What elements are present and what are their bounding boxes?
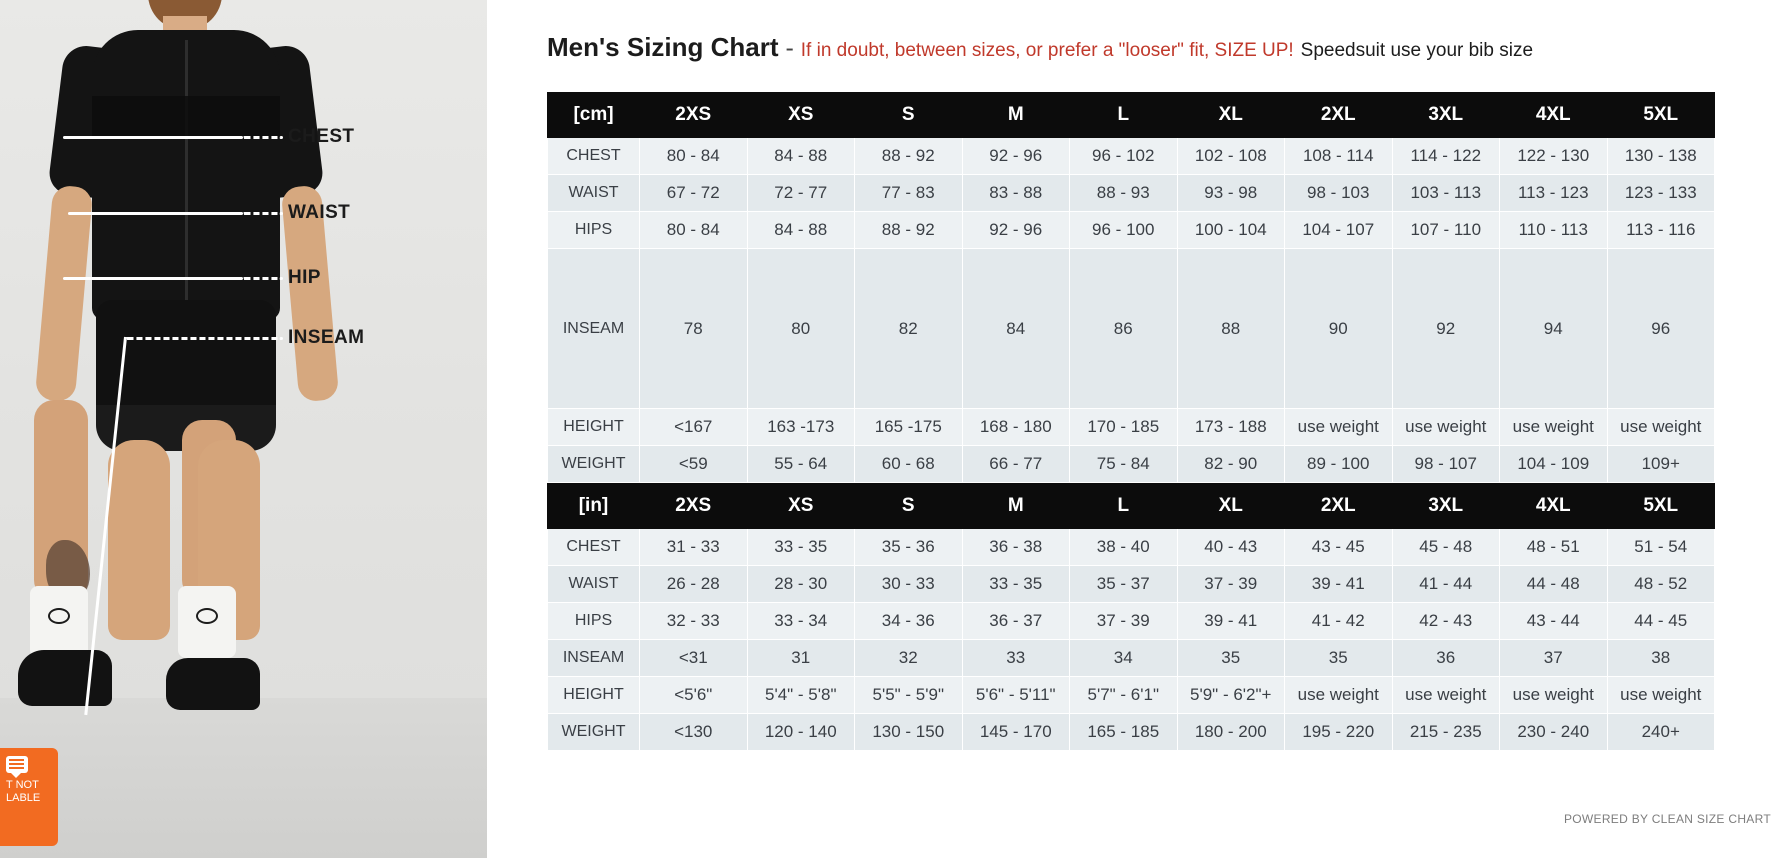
- cell: 43 - 44: [1500, 603, 1608, 640]
- cell: 84: [962, 249, 1070, 409]
- cell: 77 - 83: [855, 175, 963, 212]
- sizing-chart-panel: [487, 0, 1777, 858]
- shoe-right: [166, 658, 260, 710]
- cell: 88 - 92: [855, 138, 963, 175]
- row-label: WAIST: [548, 566, 640, 603]
- waist-label: WAIST: [288, 202, 351, 223]
- cell: 96 - 100: [1070, 212, 1178, 249]
- cell: 5'9" - 6'2"+: [1177, 677, 1285, 714]
- cell: 31: [747, 640, 855, 677]
- model-photo-panel: [0, 0, 487, 858]
- row-label: HEIGHT: [548, 677, 640, 714]
- size-up-warning: If in doubt, between sizes, or prefer a "looser" fit, SIZE UP!: [800, 40, 1294, 61]
- cell: 39 - 41: [1285, 566, 1393, 603]
- hip-label: HIP: [288, 267, 321, 288]
- cell: 83 - 88: [962, 175, 1070, 212]
- cell: use weight: [1285, 409, 1393, 446]
- size-header: 4XL: [1500, 484, 1608, 529]
- cell: 123 - 133: [1607, 175, 1715, 212]
- cell: 90: [1285, 249, 1393, 409]
- row-label: CHEST: [548, 138, 640, 175]
- cell: 55 - 64: [747, 446, 855, 483]
- table-row: [548, 212, 1715, 249]
- row-label: WEIGHT: [548, 714, 640, 751]
- cell: 122 - 130: [1500, 138, 1608, 175]
- cell: 40 - 43: [1177, 529, 1285, 566]
- size-header: 5XL: [1607, 484, 1715, 529]
- title-separator: -: [785, 34, 794, 62]
- jersey-chest-band: [92, 96, 280, 138]
- cyclist-model-illustration: [0, 0, 487, 858]
- row-label: HIPS: [548, 212, 640, 249]
- sock-logo-icon: [196, 608, 218, 624]
- cell: 104 - 107: [1285, 212, 1393, 249]
- size-header: 2XS: [640, 93, 748, 138]
- table-header-row-in: [548, 484, 1715, 529]
- cell: 80: [747, 249, 855, 409]
- cell: 34 - 36: [855, 603, 963, 640]
- cell: 130 - 138: [1607, 138, 1715, 175]
- cell: 86: [1070, 249, 1178, 409]
- cell: use weight: [1607, 677, 1715, 714]
- chest-dash-line: [243, 136, 283, 139]
- cell: 33 - 34: [747, 603, 855, 640]
- size-header: L: [1070, 484, 1178, 529]
- size-header: 2XS: [640, 484, 748, 529]
- size-header: 4XL: [1500, 93, 1608, 138]
- sizing-table-cm: [547, 92, 1715, 483]
- cell: use weight: [1607, 409, 1715, 446]
- cell: 92: [1392, 249, 1500, 409]
- cell: 67 - 72: [640, 175, 748, 212]
- cell: 165 - 185: [1070, 714, 1178, 751]
- watermark: POWERED BY CLEAN SIZE CHART: [1563, 812, 1771, 826]
- chest-measure-line: [63, 136, 243, 139]
- cell: 5'4" - 5'8": [747, 677, 855, 714]
- cell: 42 - 43: [1392, 603, 1500, 640]
- inseam-dash-line: [126, 337, 283, 340]
- size-header: L: [1070, 93, 1178, 138]
- cell: 33: [962, 640, 1070, 677]
- cell: 78: [640, 249, 748, 409]
- cell: 173 - 188: [1177, 409, 1285, 446]
- cell: 215 - 235: [1392, 714, 1500, 751]
- size-header: 3XL: [1392, 93, 1500, 138]
- cell: 94: [1500, 249, 1608, 409]
- cell: 92 - 96: [962, 212, 1070, 249]
- cell: 88 - 92: [855, 212, 963, 249]
- cell: 113 - 116: [1607, 212, 1715, 249]
- cell: 96 - 102: [1070, 138, 1178, 175]
- cell: 240+: [1607, 714, 1715, 751]
- cell: <31: [640, 640, 748, 677]
- model-arm-left: [35, 185, 94, 403]
- size-header: M: [962, 93, 1070, 138]
- cell: 39 - 41: [1177, 603, 1285, 640]
- size-header: 2XL: [1285, 93, 1393, 138]
- size-header: 5XL: [1607, 93, 1715, 138]
- table-row: [548, 409, 1715, 446]
- cell: 120 - 140: [747, 714, 855, 751]
- cell: 168 - 180: [962, 409, 1070, 446]
- waist-dash-line: [243, 212, 283, 215]
- cell: 38 - 40: [1070, 529, 1178, 566]
- cell: 165 -175: [855, 409, 963, 446]
- size-header: S: [855, 93, 963, 138]
- cell: 31 - 33: [640, 529, 748, 566]
- cell: 103 - 113: [1392, 175, 1500, 212]
- unit-header-in: [in]: [548, 484, 640, 529]
- row-label: CHEST: [548, 529, 640, 566]
- cell: 35: [1285, 640, 1393, 677]
- table-row: [548, 249, 1715, 409]
- cell: <167: [640, 409, 748, 446]
- unit-header-cm: [cm]: [548, 93, 640, 138]
- cell: 30 - 33: [855, 566, 963, 603]
- cell: 110 - 113: [1500, 212, 1608, 249]
- size-header: XS: [747, 484, 855, 529]
- cell: 43 - 45: [1285, 529, 1393, 566]
- cell: 36 - 38: [962, 529, 1070, 566]
- cell: 28 - 30: [747, 566, 855, 603]
- cell: 113 - 123: [1500, 175, 1608, 212]
- cell: 93 - 98: [1177, 175, 1285, 212]
- table-row: [548, 529, 1715, 566]
- cell: <59: [640, 446, 748, 483]
- cell: use weight: [1392, 409, 1500, 446]
- chat-badge-line1: T NOT: [6, 779, 39, 791]
- cell: 33 - 35: [962, 566, 1070, 603]
- cell: 89 - 100: [1285, 446, 1393, 483]
- table-row: [548, 714, 1715, 751]
- cell: 5'5" - 5'9": [855, 677, 963, 714]
- size-header: M: [962, 484, 1070, 529]
- speedsuit-note: Speedsuit use your bib size: [1300, 40, 1534, 61]
- size-header: XL: [1177, 484, 1285, 529]
- cell: 195 - 220: [1285, 714, 1393, 751]
- cell: <5'6": [640, 677, 748, 714]
- chest-label: CHEST: [288, 126, 355, 147]
- cell: 98 - 103: [1285, 175, 1393, 212]
- hip-dash-line: [243, 277, 283, 280]
- cell: 33 - 35: [747, 529, 855, 566]
- size-header: XL: [1177, 93, 1285, 138]
- cell: 109+: [1607, 446, 1715, 483]
- cell: 84 - 88: [747, 212, 855, 249]
- chat-bubble-icon: [6, 756, 28, 773]
- cell: 48 - 51: [1500, 529, 1608, 566]
- cell: 80 - 84: [640, 138, 748, 175]
- cell: 66 - 77: [962, 446, 1070, 483]
- inseam-label: INSEAM: [288, 327, 365, 348]
- size-header: S: [855, 484, 963, 529]
- cell: 41 - 44: [1392, 566, 1500, 603]
- cell: 32 - 33: [640, 603, 748, 640]
- shoe-left: [18, 650, 112, 706]
- cell: 88 - 93: [1070, 175, 1178, 212]
- row-label: INSEAM: [548, 249, 640, 409]
- cell: use weight: [1285, 677, 1393, 714]
- cell: 35 - 36: [855, 529, 963, 566]
- cell: 170 - 185: [1070, 409, 1178, 446]
- cell: 98 - 107: [1392, 446, 1500, 483]
- cell: 82 - 90: [1177, 446, 1285, 483]
- cell: 230 - 240: [1500, 714, 1608, 751]
- sock-logo-icon: [48, 608, 70, 624]
- cell: 60 - 68: [855, 446, 963, 483]
- table-row: [548, 677, 1715, 714]
- table-row: [548, 175, 1715, 212]
- table-row: [548, 138, 1715, 175]
- page-title: [547, 32, 1747, 66]
- cell: 100 - 104: [1177, 212, 1285, 249]
- cell: 5'6" - 5'11": [962, 677, 1070, 714]
- chat-badge-line2: LABLE: [6, 792, 41, 804]
- cell: 48 - 52: [1607, 566, 1715, 603]
- cell: 80 - 84: [640, 212, 748, 249]
- table-header-row-cm: [548, 93, 1715, 138]
- cell: 84 - 88: [747, 138, 855, 175]
- page-title-text: Men's Sizing Chart: [547, 32, 779, 62]
- cell: 34: [1070, 640, 1178, 677]
- row-label: WAIST: [548, 175, 640, 212]
- cell: 107 - 110: [1392, 212, 1500, 249]
- sock-left: [30, 586, 88, 658]
- cell: use weight: [1392, 677, 1500, 714]
- table-row: [548, 566, 1715, 603]
- cell: use weight: [1500, 677, 1608, 714]
- cell: 104 - 109: [1500, 446, 1608, 483]
- cell: <130: [640, 714, 748, 751]
- cell: 96: [1607, 249, 1715, 409]
- cell: 88: [1177, 249, 1285, 409]
- size-header: XS: [747, 93, 855, 138]
- cell: 5'7" - 6'1": [1070, 677, 1178, 714]
- cell: 75 - 84: [1070, 446, 1178, 483]
- cell: 51 - 54: [1607, 529, 1715, 566]
- cell: 163 -173: [747, 409, 855, 446]
- cell: use weight: [1500, 409, 1608, 446]
- cell: 35: [1177, 640, 1285, 677]
- cell: 82: [855, 249, 963, 409]
- waist-measure-line: [68, 212, 243, 215]
- cell: 102 - 108: [1177, 138, 1285, 175]
- cell: 180 - 200: [1177, 714, 1285, 751]
- row-label: INSEAM: [548, 640, 640, 677]
- cell: 72 - 77: [747, 175, 855, 212]
- model-leg-left: [108, 440, 170, 640]
- sock-right: [178, 586, 236, 658]
- hip-measure-line: [63, 277, 243, 280]
- table-row: [548, 640, 1715, 677]
- row-label: HEIGHT: [548, 409, 640, 446]
- cell: 37: [1500, 640, 1608, 677]
- row-label: WEIGHT: [548, 446, 640, 483]
- cell: 36 - 37: [962, 603, 1070, 640]
- cell: 37 - 39: [1177, 566, 1285, 603]
- table-row: [548, 603, 1715, 640]
- cell: 108 - 114: [1285, 138, 1393, 175]
- size-header: 2XL: [1285, 484, 1393, 529]
- sizing-table-in: [547, 483, 1715, 751]
- cell: 38: [1607, 640, 1715, 677]
- cell: 145 - 170: [962, 714, 1070, 751]
- size-header: 3XL: [1392, 484, 1500, 529]
- cell: 35 - 37: [1070, 566, 1178, 603]
- row-label: HIPS: [548, 603, 640, 640]
- cell: 92 - 96: [962, 138, 1070, 175]
- cell: 32: [855, 640, 963, 677]
- cell: 36: [1392, 640, 1500, 677]
- table-row: [548, 446, 1715, 483]
- cell: 44 - 45: [1607, 603, 1715, 640]
- chat-badge[interactable]: [0, 748, 58, 846]
- cell: 45 - 48: [1392, 529, 1500, 566]
- cell: 41 - 42: [1285, 603, 1393, 640]
- cell: 130 - 150: [855, 714, 963, 751]
- cell: 26 - 28: [640, 566, 748, 603]
- cell: 114 - 122: [1392, 138, 1500, 175]
- cell: 44 - 48: [1500, 566, 1608, 603]
- cell: 37 - 39: [1070, 603, 1178, 640]
